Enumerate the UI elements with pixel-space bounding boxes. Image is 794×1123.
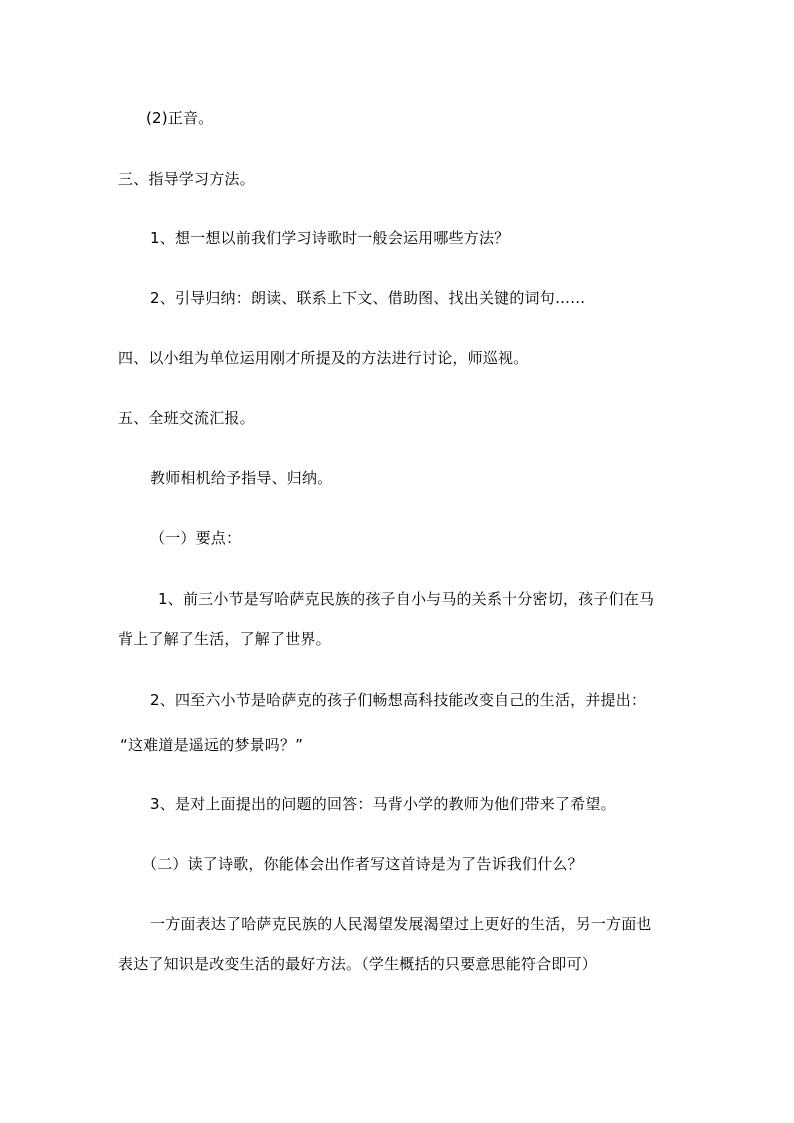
text-line-11: 2、四至六小节是哈萨克的孩子们畅想高科技能改变自己的生活，并提出： <box>150 691 647 709</box>
text-line-15: 一方面表达了哈萨克民族的人民渴望发展渴望过上更好的生活，另一方面也 <box>150 915 652 933</box>
text-line-7: 教师相机给予指导、归纳。 <box>150 469 333 487</box>
text-line-16: 表达了知识是改变生活的最好方法。（学生概括的只要意思能符合即可） <box>118 955 597 973</box>
text-line-13: 3、是对上面提出的问题的回答：马背小学的教师为他们带来了希望。 <box>150 795 616 813</box>
text-line-4: 2、引导归纳：朗读、联系上下文、借助图、找出关键的词句…… <box>150 289 586 307</box>
text-line-8: （一）要点： <box>150 529 242 547</box>
text-line-9: 1、前三小节是写哈萨克民族的孩子自小与马的关系十分密切，孩子们在马 <box>158 590 655 608</box>
section-heading-4: 四、以小组为单位运用刚才所提及的方法进行讨论，师巡视。 <box>118 349 529 367</box>
text-line-1: (2)正音。 <box>146 109 214 127</box>
section-heading-5: 五、全班交流汇报。 <box>118 409 255 427</box>
section-heading-3: 三、指导学习方法。 <box>118 170 255 188</box>
text-line-14: （二）读了诗歌，你能体会出作者写这首诗是为了告诉我们什么？ <box>142 855 583 873</box>
text-line-10: 背上了解了生活，了解了世界。 <box>118 630 331 648</box>
text-line-3: 1、想一想以前我们学习诗歌时一般会运用哪些方法？ <box>150 229 510 247</box>
text-line-12: “这难道是遥远的梦景吗？” <box>120 736 304 754</box>
